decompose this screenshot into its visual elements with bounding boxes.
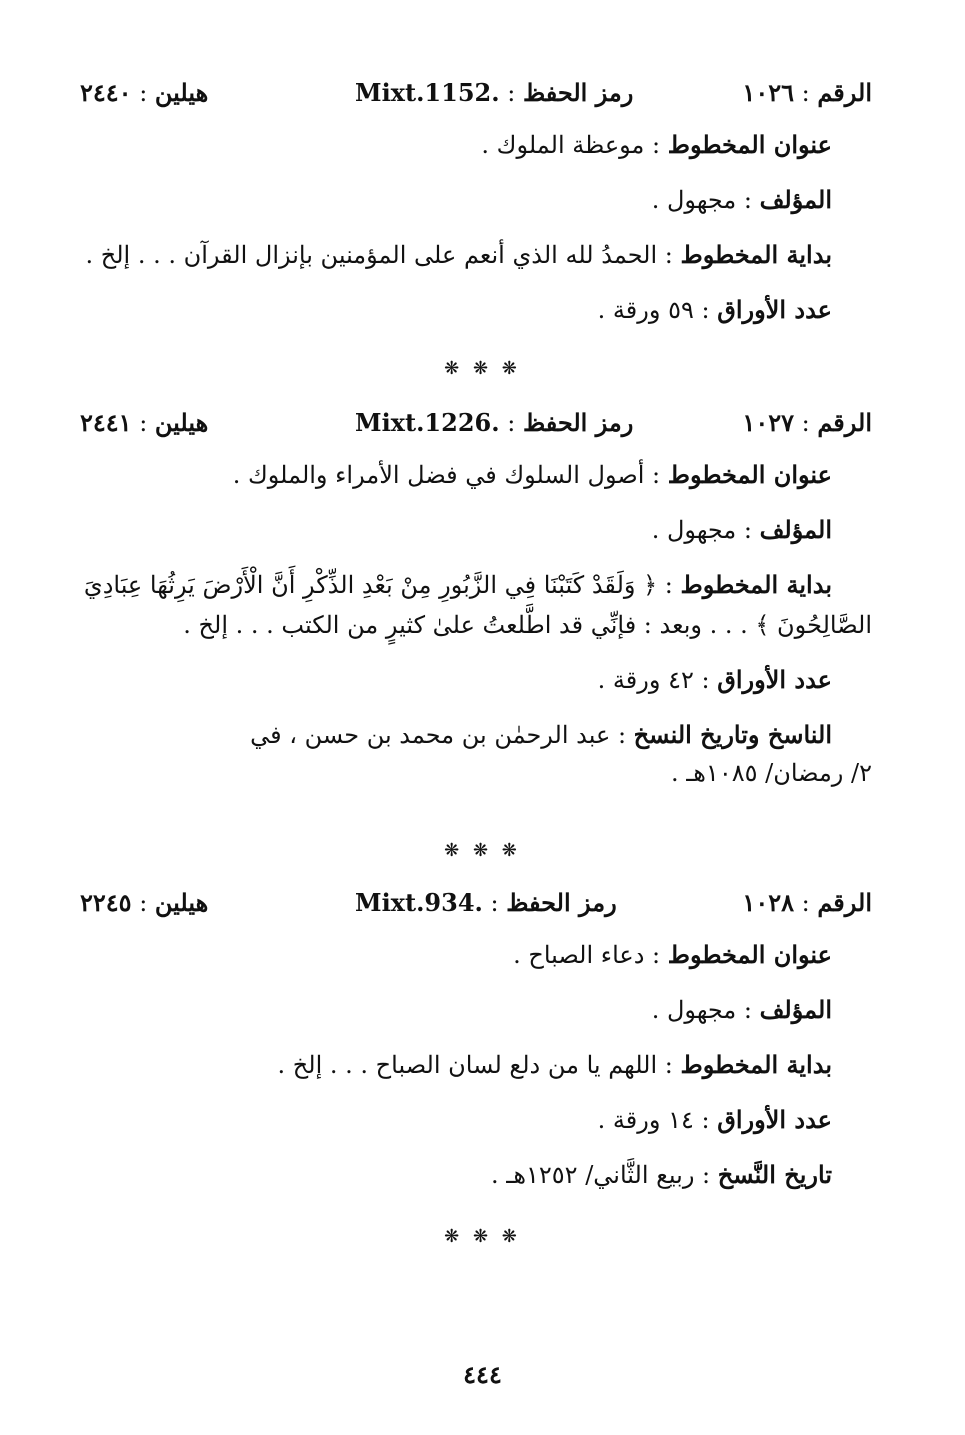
incipit-field: بداية المخطوط : الحمدُ لله الذي أنعم على المؤمنين بإنزال القرآن . . . إلخ .: [85, 240, 832, 269]
entry-number: الرقم : ١٠٢٨: [742, 888, 872, 917]
quran-verse: ﴿ وَلَقَدْ كَتَبْنَا فِي الزَّبُورِ مِنْ بَعْدِ الذِّكْرِ أَنَّ الْأَرْضَ يَرِثُهَا عِبَادِيَ: [83, 571, 658, 599]
separator-ornament: ❋ ❋ ❋: [444, 840, 521, 861]
entry-number: الرقم : ١٠٢٦: [742, 78, 872, 107]
catalog-entry: [80, 888, 872, 1189]
folios-field: عدد الأوراق : ٥٩ ورقة .: [597, 295, 832, 324]
copy-date-field: تاريخ النَّسخ : ربيع الثَّاني/ ١٢٥٢هـ .: [491, 1160, 832, 1189]
entry-header: [80, 78, 872, 118]
heilin-number: هيلين : ٢٤٤١: [80, 408, 209, 437]
author-field: المؤلف : مجهول .: [651, 185, 832, 214]
shelfmark: رمز الحفظ : Mixt.1152.: [355, 78, 634, 107]
folios-field: عدد الأوراق : ١٤ ورقة .: [597, 1105, 832, 1134]
catalog-entry: [80, 408, 872, 787]
catalog-entry: [80, 78, 872, 324]
shelfmark: رمز الحفظ : Mixt.934.: [355, 888, 617, 917]
page-number: ٤٤٤: [463, 1360, 502, 1389]
incipit-continuation: الصَّالِحُونَ ﴾ . . . وبعد : فإنِّي قد اطَّلعتُ علىٰ كثيرٍ من الكتب . . . إلخ .: [183, 611, 872, 639]
entry-number: الرقم : ١٠٢٧: [742, 408, 872, 437]
entry-header: [80, 888, 872, 928]
separator-ornament: ❋ ❋ ❋: [444, 358, 521, 379]
incipit-field: بداية المخطوط : اللهم يا من دلع لسان الصباح . . . إلخ .: [277, 1050, 832, 1079]
entry-header: [80, 408, 872, 448]
title-field: عنوان المخطوط : دعاء الصباح .: [513, 940, 832, 969]
title-field: عنوان المخطوط : موعظة الملوك .: [481, 130, 832, 159]
author-field: المؤلف : مجهول .: [651, 995, 832, 1024]
title-field: عنوان المخطوط : أصول السلوك في فضل الأمراء والملوك .: [232, 460, 832, 489]
heilin-number: هيلين : ٢٤٤٠: [80, 78, 209, 107]
heilin-number: هيلين : ٢٢٤٥: [80, 888, 209, 917]
folios-field: عدد الأوراق : ٤٢ ورقة .: [597, 665, 832, 694]
shelfmark: رمز الحفظ : Mixt.1226.: [355, 408, 634, 437]
copyist-continuation: ٢/ رمضان/ ١٠٨٥هـ .: [670, 759, 872, 787]
separator-ornament: ❋ ❋ ❋: [444, 1226, 521, 1247]
incipit-field: بداية المخطوط : ﴿ وَلَقَدْ كَتَبْنَا فِي الزَّبُورِ مِنْ بَعْدِ الذِّكْرِ أَنَّ الْأَرْضَ يَرِثُهَا عِبَادِيَ: [83, 570, 832, 599]
author-field: المؤلف : مجهول .: [651, 515, 832, 544]
copyist-field: الناسخ وتاريخ النسخ : عبد الرحمٰن بن محمد بن حسن ، في: [250, 720, 832, 749]
